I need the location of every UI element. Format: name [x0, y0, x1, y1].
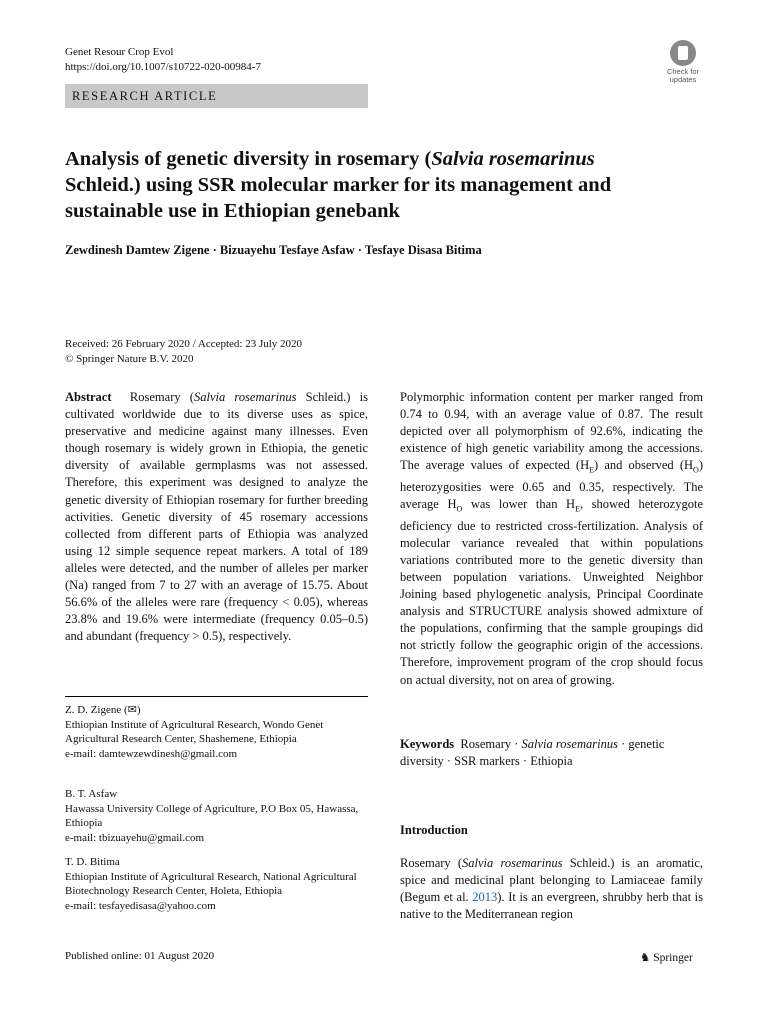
article-type-banner [65, 84, 368, 108]
footnote-rule [65, 696, 368, 697]
affiliation-1: Z. D. Zigene (✉) Ethiopian Institute of Agricultural Research, Wondo Genet Agricultural Research Center, Shashemene, Ethiopia e-mail: damtewzewdinesh@gmail.com [65, 703, 368, 761]
citation-link[interactable]: 2013 [472, 890, 498, 905]
dates [65, 337, 302, 367]
affiliation-3: T. D. Bitima Ethiopian Institute of Agricultural Research, National Agricultural Biotechnology Research Center, Holeta, Ethiopia e-mail: tesfayedisasa@yahoo.com [65, 855, 368, 913]
abstract-left: Abstract Rosemary (Salvia rosemarinus Schleid.) is cultivated worldwide due to its diverse uses as spice, preservative and medicine against many illnesses. Even though rosemary is widely grown in Ethiopia, the genetic diversity of available germplasms was not assessed. Therefore, this experiment was designed to analyze the genetic diversity of Ethiopian rosemary for further breeding activities. Genetic diversity of 45 rosemary accessions collected from different parts of Ethiopia was analyzed using 12 simple sequence repeat markers. A total of 189 alleles were detected, and the number of alleles per marker (Na) ranged from 7 to 27 with an average of 15.75. About 56.6% of the alleles were rare (frequency < 0.05), whereas 23.8% and 19.6% were intermediate (frequency 0.05–0.5) and abundant (frequency > 0.5), respectively. [65, 390, 368, 644]
journal-header [65, 45, 261, 75]
copyright: © Springer Nature B.V. 2020 [65, 353, 194, 365]
springer-logo: ♞ Springer [640, 952, 693, 964]
affiliation-2: B. T. Asfaw Hawassa University College of Agriculture, P.O Box 05, Hawassa, Ethiopia e-mail: tbizuayehu@gmail.com [65, 787, 368, 845]
paper-title: Analysis of genetic diversity in rosemary (Salvia rosemarinus Schleid.) using SSR molecular marker for its management and sustainable use in Ethiopian genebank [65, 148, 612, 222]
doi-link[interactable]: https://doi.org/10.1007/s10722-020-00984-7 [65, 61, 261, 73]
abstract-label: Abstract [65, 390, 112, 404]
bookmark-icon [670, 40, 696, 66]
email[interactable]: e-mail: damtewzewdinesh@gmail.com [65, 747, 238, 760]
introduction-heading: Introduction [400, 823, 468, 837]
article-type: RESEARCH ARTICLE [72, 89, 218, 103]
introduction-text: Rosemary (Salvia rosemarinus Schleid.) is an aromatic, spice and medicinal plant belonging to Lamiaceae family (Begum et al. 2013). It is an evergreen, shrubby herb that is native to the Mediterranean region [400, 856, 704, 922]
journal-name: Genet Resour Crop Evol [65, 46, 174, 58]
published-date: Published online: 01 August 2020 [65, 950, 215, 962]
keywords: Keywords Rosemary · Salvia rosemarinus · genetic diversity · SSR markers · Ethiopia [400, 737, 665, 769]
authors: Zewdinesh Damtew Zigene · Bizuayehu Tesfaye Asfaw · Tesfaye Disasa Bitima [65, 243, 482, 257]
keywords-label: Keywords [400, 737, 455, 751]
email[interactable]: e-mail: tesfayedisasa@yahoo.com [65, 899, 216, 912]
received-accepted: Received: 26 February 2020 / Accepted: 23 July 2020 [65, 338, 303, 350]
abstract-right: Polymorphic information content per marker ranged from 0.74 to 0.94, with an average value of 0.87. The result depicted over all polymorphism of 92.6%, indicating the existence of high genetic variability among the accessions. The average values of expected $(H_E)$ and observed $(H_O)$ heterozygosities were 0.65 and 0.35, respectively. The average $H_O$ was lower than $H_E$, showed heterozygote deficiency due to restricted cross-fertilization. Analysis of molecular variance revealed that within populations variations contributed more to the genetic diversity than between population variations. Unweighted Neighbor Joining based phylogenetic analysis, Principal Coordinate analysis and STRUCTURE analysis showed admixture of the populations, confirming that the sample groupings did not strictly follow the geographic origin of the accessions. Therefore, improvement program of the crop should focus on actual diversity, not on area of growing. [400, 390, 703, 687]
horse-icon: ♞ [640, 952, 651, 964]
check-updates-label: Check for updates [666, 67, 700, 84]
email[interactable]: e-mail: tbizuayehu@gmail.com [65, 831, 205, 844]
title-species: Salvia rosemarinus [431, 148, 595, 170]
check-updates-badge[interactable] [661, 40, 705, 84]
